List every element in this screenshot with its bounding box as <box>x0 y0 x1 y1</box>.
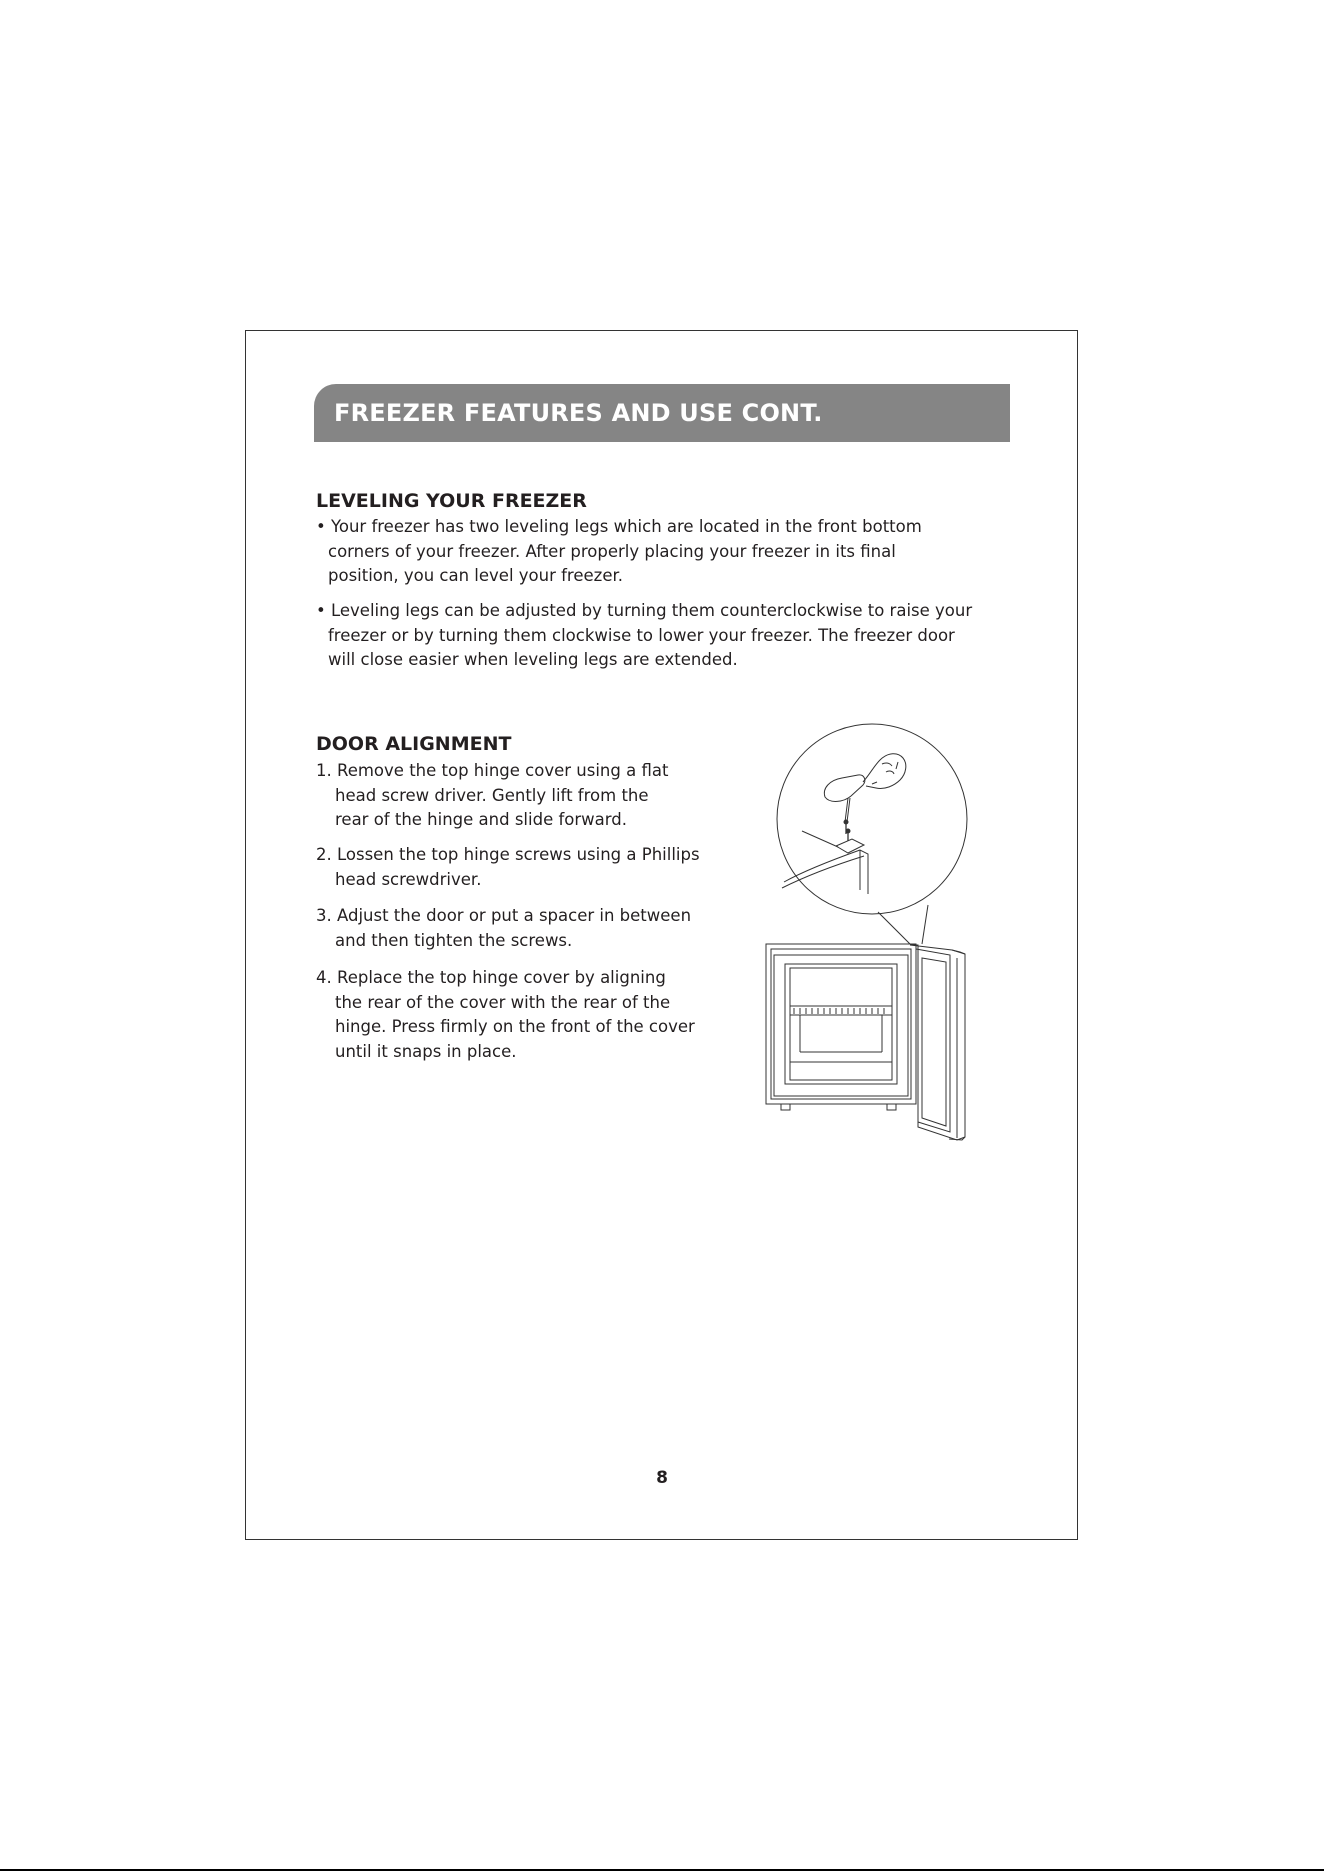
page-title: FREEZER FEATURES AND USE CONT. <box>334 399 823 427</box>
freezer-door-illustration <box>752 722 978 1144</box>
bullet-line: position, you can level your freezer. <box>328 566 623 585</box>
door-step-3 <box>316 904 691 953</box>
step-line: 3. Adjust the door or put a spacer in between <box>316 906 692 925</box>
step-line: head screw driver. Gently lift from the <box>335 785 649 805</box>
door-step-2 <box>316 843 700 892</box>
step-line: until it snaps in place. <box>335 1041 517 1061</box>
door-step-4 <box>316 966 695 1064</box>
step-line: hinge. Press firmly on the front of the cover <box>335 1017 695 1036</box>
step-line: the rear of the cover with the rear of the <box>335 992 671 1012</box>
bullet-line: will close easier when leveling legs are extended. <box>328 650 738 669</box>
leveling-heading: LEVELING YOUR FREEZER <box>316 490 587 512</box>
door-step-1 <box>316 759 668 833</box>
section-banner <box>314 384 1010 442</box>
bullet-line: • Leveling legs can be adjusted by turning them counterclockwise to raise your <box>316 601 973 620</box>
hand-screwdriver-icon <box>824 754 905 822</box>
page-number: 8 <box>656 1468 668 1488</box>
freezer-door <box>910 945 965 1140</box>
leveling-bullet-1 <box>316 515 922 589</box>
bullet-line: corners of your freezer. After properly placing your freezer in its final <box>328 541 896 561</box>
step-line: 1. Remove the top hinge cover using a flat <box>316 761 669 780</box>
bottom-rule <box>0 1869 1324 1871</box>
step-line: rear of the hinge and slide forward. <box>335 810 627 829</box>
hinge-screw-icon <box>844 820 850 843</box>
leveling-leg <box>781 1104 790 1110</box>
bullet-line: freezer or by turning them clockwise to lower your freezer. The freezer door <box>328 625 955 645</box>
hinge-detail-circle <box>777 724 967 914</box>
step-line: and then tighten the screws. <box>335 930 573 950</box>
step-line: head screwdriver. <box>335 869 482 889</box>
freezer-cabinet <box>766 944 916 1104</box>
bullet-line: • Your freezer has two leveling legs which are located in the front bottom <box>316 517 922 536</box>
leveling-leg <box>887 1104 896 1110</box>
leveling-bullet-2 <box>316 599 972 673</box>
step-line: 2. Lossen the top hinge screws using a Phillips <box>316 845 700 864</box>
step-line: 4. Replace the top hinge cover by aligning <box>316 968 666 987</box>
door-alignment-heading: DOOR ALIGNMENT <box>316 733 512 755</box>
